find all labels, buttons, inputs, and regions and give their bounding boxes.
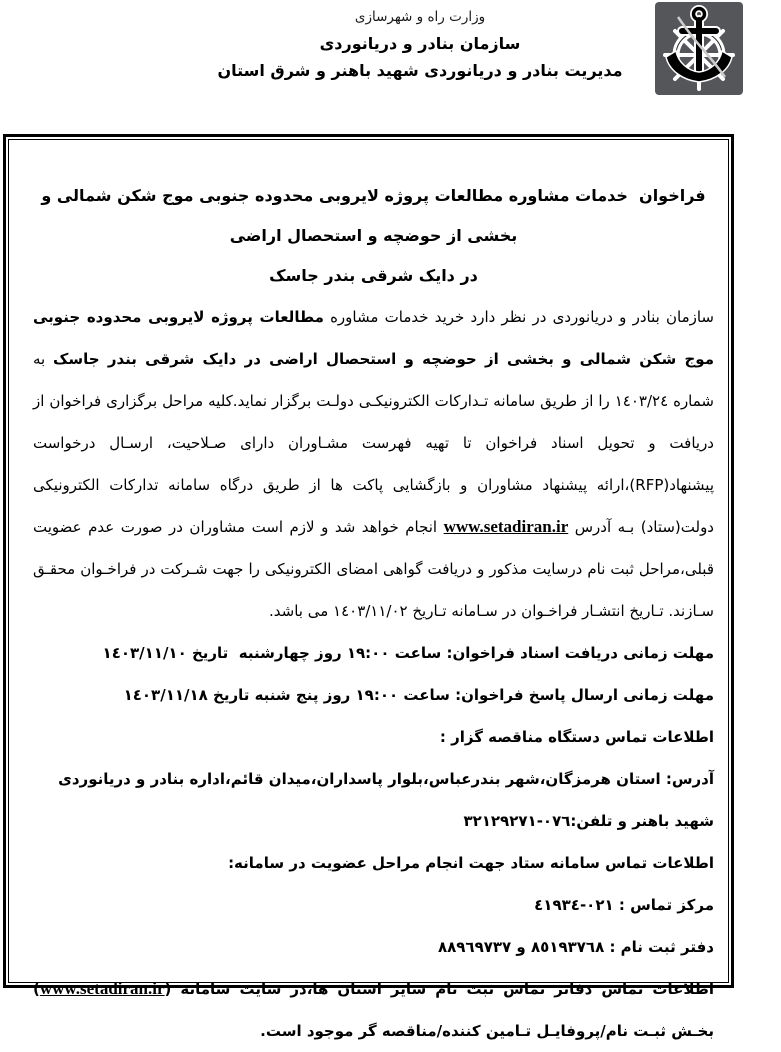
notice-title-line1: فراخوان خدمات مشاوره مطالعات پروژه لایروبی محدوده جنوبی موج شکن شمالی و بخشی از حوضچه و استحصال اراضی [35,186,706,245]
agency-contact-header: اطلاعات تماس دستگاه مناقصه گزار : [439,728,714,746]
other-offices-text-2: ) بخـش ثبـت نام/پروفایـل تـامین کننده/مناقصه گر موجود است. [33,980,714,1040]
organization-name: سازمان بنادر و دریانوردی [319,34,521,53]
department-name: مدیریت بنادر و دریانوردی شهید باهنر و شرق استان [217,61,623,80]
registration-office-line: دفتر ثبت نام : ٨٥١٩٣٧٦٨ و ٨٨٩٦٩٧٣٧ [437,938,714,956]
call-center-label: مرکز تماس : [613,896,714,914]
call-center-number: ٠٢١-٤١٩٣٤ [534,896,614,914]
agency-phone-number: ٠٧٦-٣٢١٢٩٢٧١ [463,812,571,830]
intro-text-1: سازمان بنادر و دریانوردی در نظر دارد خرید خدمات مشاوره [323,308,714,326]
project-name-bold: مطالعات پروژه لایروبی محدوده جنوبی موج شکن شمالی و بخشی از حوضچه و استحصال اراضی در دایک شرقی بندر جاسک [33,308,714,368]
letterhead [0,0,781,120]
setad-contact-header: اطلاعات تماس سامانه ستاد جهت انجام مراحل عضویت در سامانه: [228,854,714,872]
deadline-receive-docs: مهلت زمانی دریافت اسناد فراخوان: ساعت ١٩:٠٠ روز چهارشنبه تاریخ ١٤٠٣/١١/١٠ [102,644,714,662]
notice-box-inner [8,139,729,1040]
setadiran-url-link-2[interactable]: www.setadiran.ir [39,979,165,998]
intro-paragraph [33,296,714,632]
pmo-logo [655,2,743,95]
intro-text-3: انجام خواهد شد و لازم است مشاوران در صورت عدم عضویت قبلی،مراحل ثبت نام درسایت مذکور و دریافت گواهی امضای الکترونیکی را جهت شـرکت در فراخـوان محقـق سـازند. تـاریخ انتشـار فراخـوان در سـامانه تـاریخ ١٤٠٣/١١/٠٢ می باشد. [33,518,714,620]
setadiran-url-link[interactable]: www.setadiran.ir [443,517,569,536]
anchor-ship-wheel-icon [655,2,743,95]
other-offices-paragraph [33,968,714,1052]
letterhead-text [90,5,750,84]
other-offices-text-1: اطلاعات تماس دفاتر تماس ثبت نام سایر استان ها،در سایت سامانه ( [164,980,714,998]
agency-address-text: آدرس: استان هرمزگان،شهر بندرعباس،بلوار پاسداران،میدان قائم،اداره بنادر و دریانوردی شهید باهنر و تلفن: [52,770,714,830]
deadline-send-response: مهلت زمانی ارسال پاسخ فراخوان: ساعت ١٩:٠٠ روز پنج شنبه تاریخ ١٤٠٣/١١/١٨ [123,686,714,704]
call-center-line [33,884,714,926]
ministry-name: وزارت راه و شهرسازی [354,9,486,25]
notice-box [3,134,734,1040]
intro-text-2: به شماره ١٤٠٣/٢٤ را از طریق سامانه تـدارکات الکترونیکـی دولـت برگزار نماید.کلیه مراحل برگزاری فراخوان از دریافت و تحویل اسناد فراخوان تا تهیه فهرست مشـاوران دارای صـلاحیت، ارسـال درخواست پیشنهاد(RFP)،ارائه پیشنهاد مشاوران و بازگشایی پاکت ها از طریق درگاه سامانه تدارکات الکترونیکی دولت(ستاد) بـه آدرس [33,350,714,536]
notice-title-line2: در دایک شرقی بندر جاسک [269,266,478,285]
agency-address-line [33,758,714,842]
